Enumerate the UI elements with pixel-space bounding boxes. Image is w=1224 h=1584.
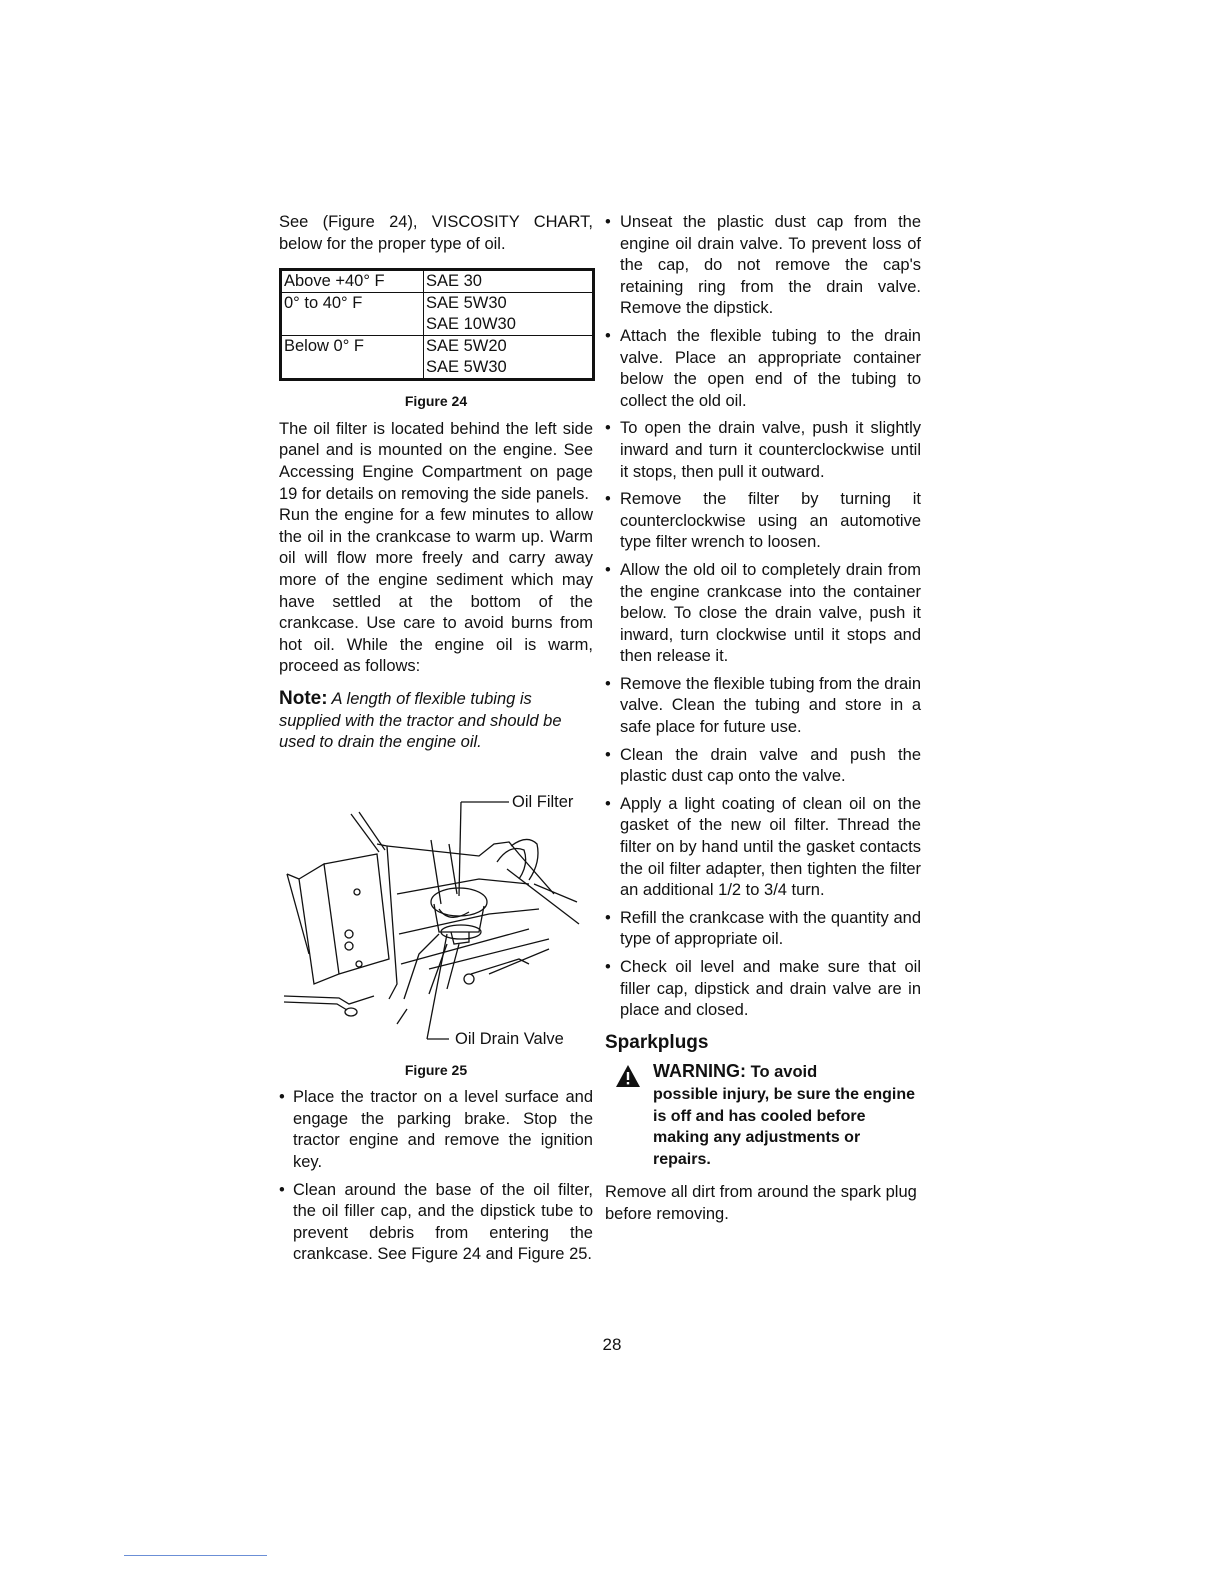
oil-grade: SAE 10W30: [426, 315, 516, 334]
oil-grade: SAE 30: [426, 272, 482, 291]
warning-text: possible injury, be sure the engine is off and has cooled before making any adjustments or repairs.: [653, 1085, 915, 1168]
page-number: 28: [602, 1335, 622, 1354]
oil-drain-valve-label: Oil Drain Valve: [455, 1029, 564, 1048]
note-label: Note:: [279, 687, 328, 709]
viscosity-intro: See (Figure 24), VISCOSITY CHART, below for the proper type of oil.: [279, 213, 593, 253]
list-item: • Clean around the base of the oil filter, the oil filler cap, and the dipstick tube to prevent debris from entering the crankcase. See Figure 24 and Figure 25.: [279, 1180, 593, 1266]
oil-filter-label: Oil Filter: [512, 792, 574, 811]
list-item: • Unseat the plastic dust cap from the engine oil drain valve. To prevent loss of the cap, do not remove the cap's retaining ring from the drain valve. Remove the dipstick.: [605, 212, 921, 320]
list-item: • Attach the flexible tubing to the drain valve. Place an appropriate container below the open end of the tubing to collect the old oil.: [605, 326, 921, 412]
left-column: [279, 212, 593, 1272]
table-row: [281, 293, 594, 336]
oil-filter-location-paragraph: The oil filter is located behind the left side panel and is mounted on the engine. See Accessing Engine Compartment on page 19 for details on removing the side panels.: [279, 419, 593, 503]
oil-grade: SAE 5W30: [426, 358, 507, 377]
figure-25-caption: Figure 25: [404, 1061, 468, 1078]
right-bullet-list: [605, 212, 921, 1022]
list-item: • Clean the drain valve and push the plastic dust cap onto the valve.: [605, 745, 921, 788]
left-bullet-list: [279, 1087, 593, 1266]
table-row: [281, 270, 594, 293]
spark-plug-paragraph: Remove all dirt from around the spark plug before removing.: [605, 1183, 917, 1223]
list-item: • Allow the old oil to completely drain from the engine crankcase into the container below. To close the drain valve, push it inward, turn clockwise until it stops and then release it.: [605, 560, 921, 668]
oil-grade: SAE 5W30: [426, 294, 507, 313]
list-item: • Remove the flexible tubing from the drain valve. Clean the tubing and store in a safe place for future use.: [605, 674, 921, 739]
warning-label: WARNING:: [653, 1061, 746, 1082]
oil-grade: SAE 5W20: [426, 337, 507, 356]
warning-block: [605, 1061, 921, 1170]
temp-cell: 0° to 40° F: [281, 293, 424, 336]
figure-25-illustration: [279, 784, 593, 1054]
list-item: • Apply a light coating of clean oil on the gasket of the new oil filter. Thread the filter on by hand until the gasket contacts the oil filter adapter, then tighten the filter an additional 1/2 to 3/4 turn.: [605, 794, 921, 902]
footer-rule: [124, 1555, 267, 1556]
warning-text-head: To avoid: [750, 1063, 818, 1082]
figure-24-caption: Figure 24: [404, 393, 468, 410]
oil-cell: [424, 270, 594, 293]
note-text: A length of flexible tubing is supplied with the tractor and should be used to drain the engine oil.: [279, 689, 562, 752]
engine-drawing: [279, 784, 593, 1054]
note: [279, 688, 593, 754]
list-item: • Refill the crankcase with the quantity and type of appropriate oil.: [605, 908, 921, 951]
warning-triangle-icon: [615, 1064, 641, 1088]
list-item: • Place the tractor on a level surface and engage the parking brake. Stop the tractor engine and remove the ignition key.: [279, 1087, 593, 1173]
right-column: [605, 212, 921, 1226]
run-engine-paragraph: Run the engine for a few minutes to allow the oil in the crankcase to warm up. Warm oil will flow more freely and carry away more of the engine sediment which may have settled at the bottom of the crankcase. Use care to avoid burns from hot oil. While the engine oil is warm, proceed as follows:: [279, 506, 593, 676]
viscosity-chart: [279, 268, 595, 381]
list-item: • To open the drain valve, push it slightly inward and turn it counterclockwise until it stops, then pull it outward.: [605, 418, 921, 483]
oil-cell: [424, 336, 594, 380]
section-title: Sparkplugs: [605, 1031, 709, 1053]
list-item: • Check oil level and make sure that oil filler cap, dipstick and drain valve are in place and closed.: [605, 957, 921, 1022]
list-item: • Remove the filter by turning it counterclockwise using an automotive type filter wrench to loosen.: [605, 489, 921, 554]
oil-cell: [424, 293, 594, 336]
table-row: [281, 336, 594, 380]
temp-cell: Below 0° F: [281, 336, 424, 380]
temp-cell: Above +40° F: [281, 270, 424, 293]
